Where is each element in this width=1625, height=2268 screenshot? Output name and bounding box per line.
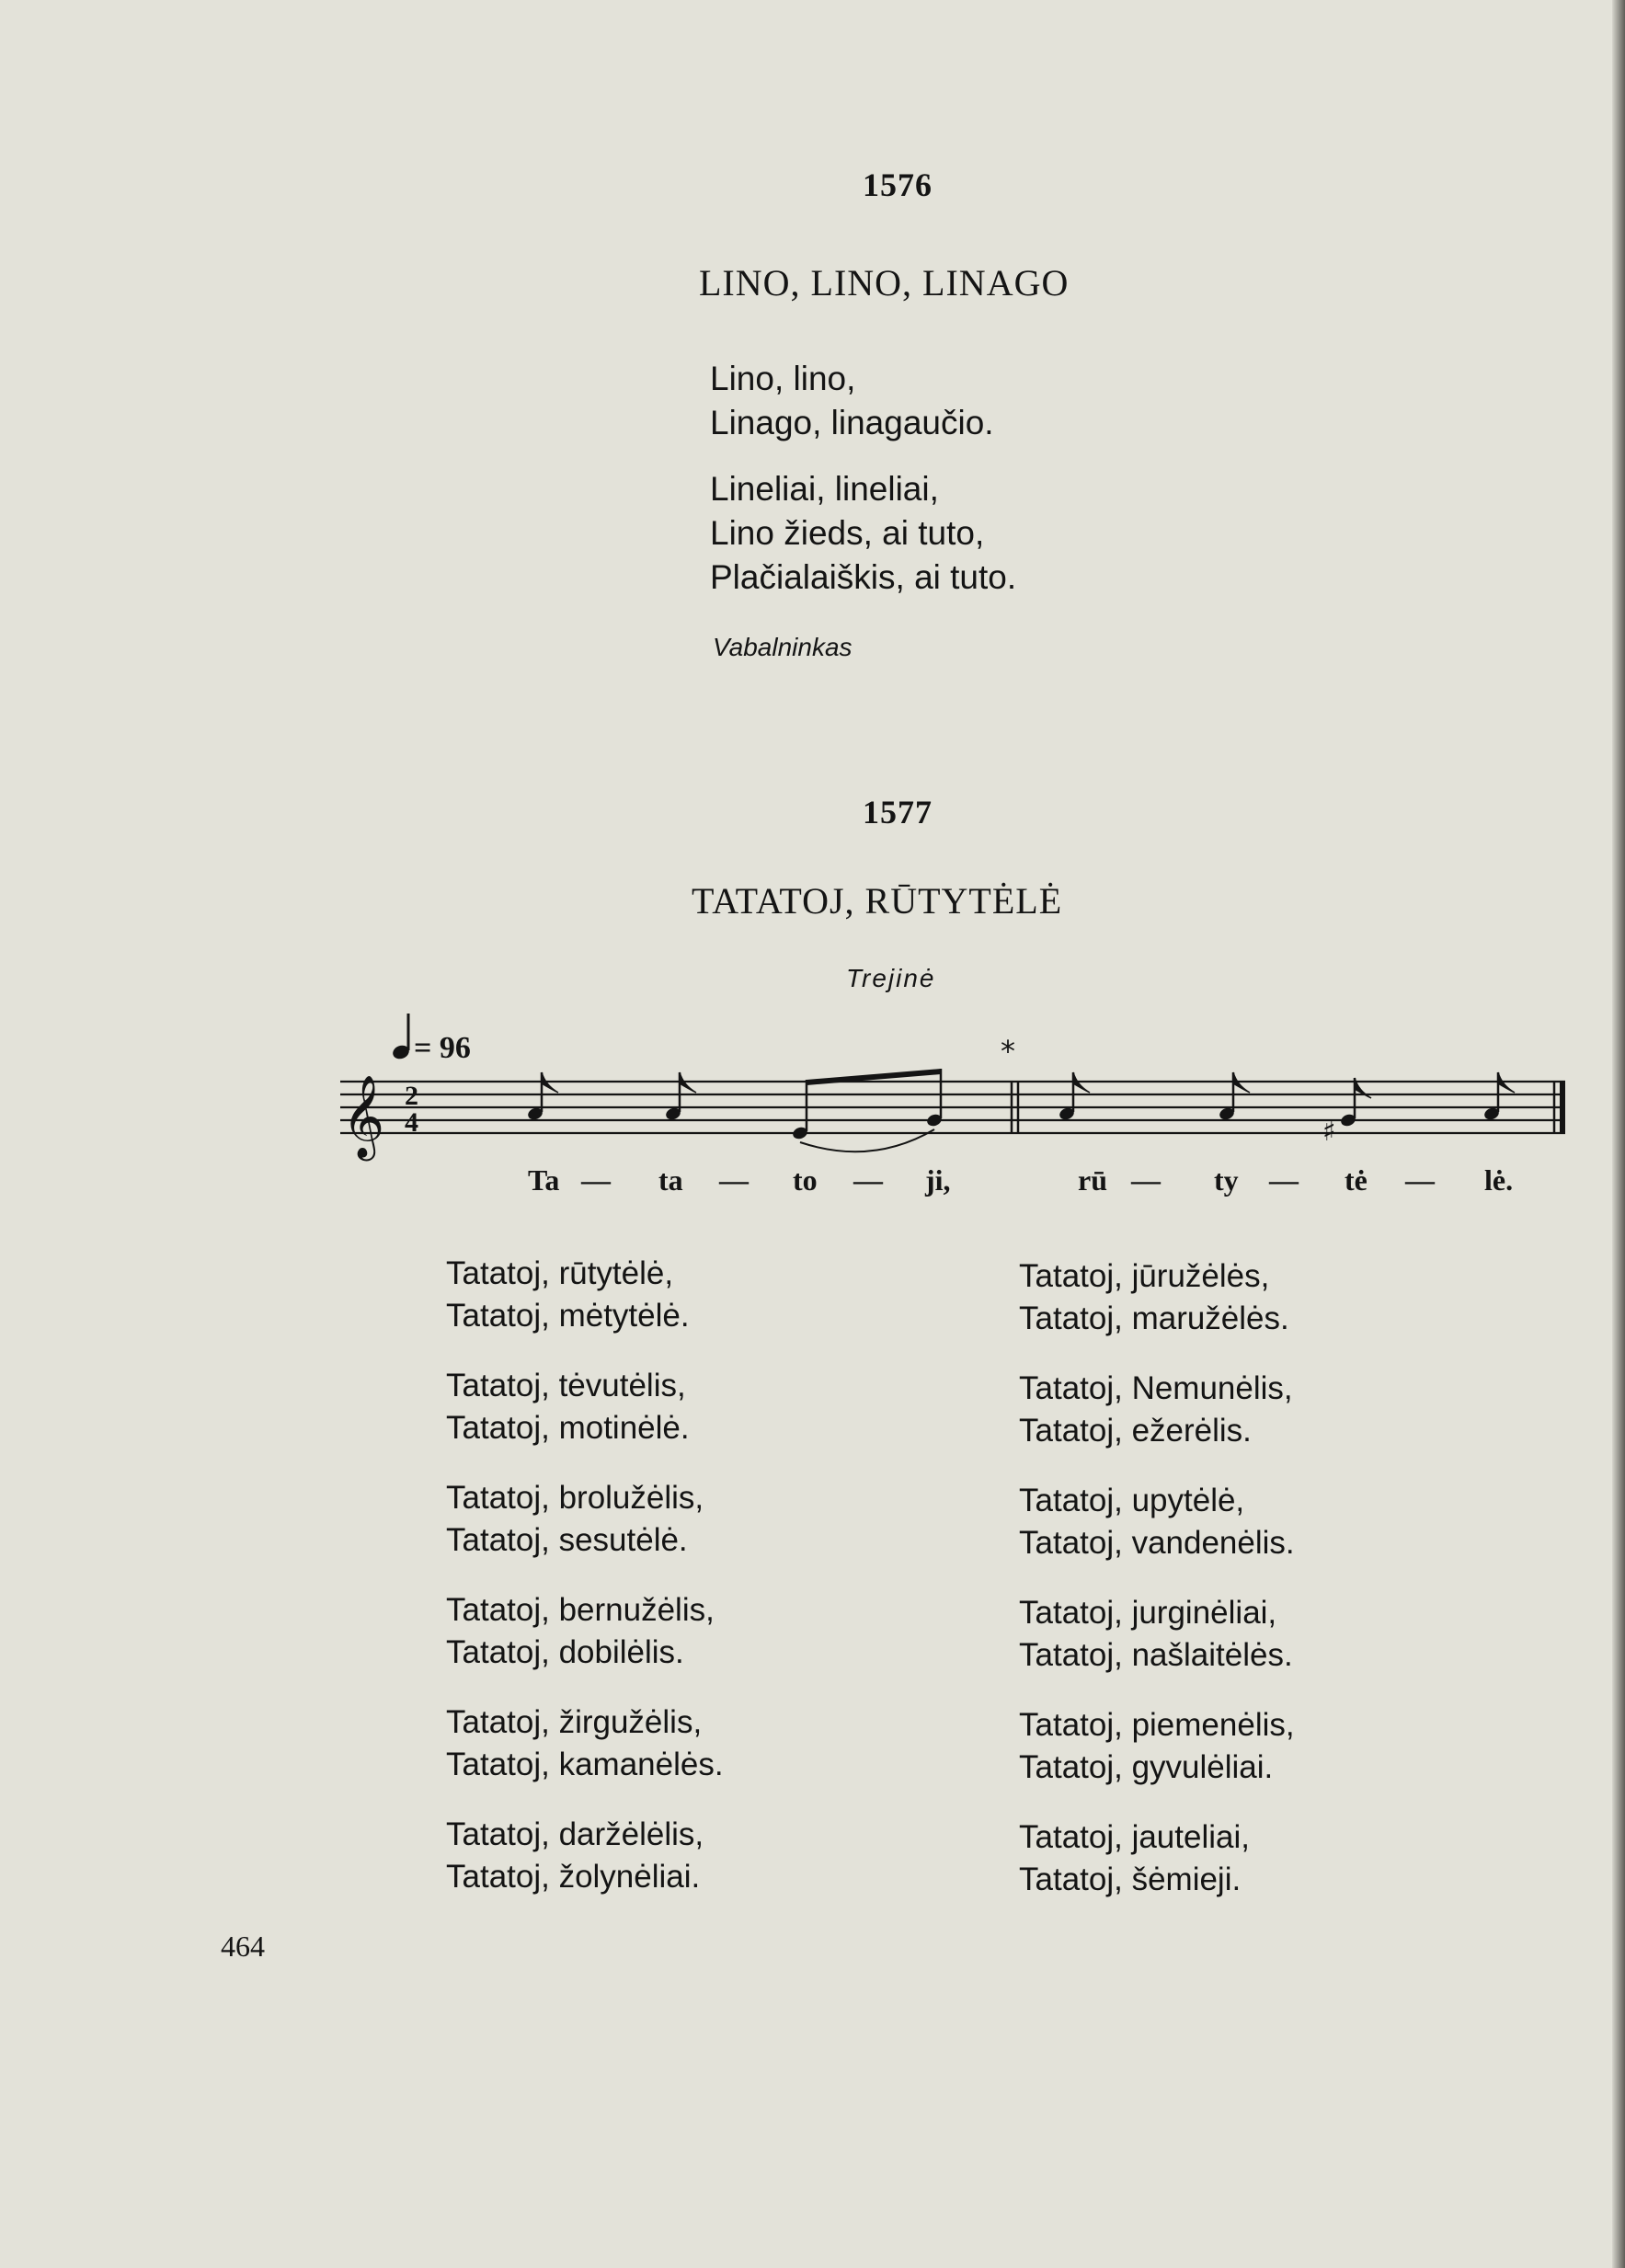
song-1576-verse — [710, 357, 1016, 622]
tempo-value: = 96 — [414, 1031, 471, 1065]
stanza — [710, 357, 1016, 445]
song-1577-right-column — [1019, 1255, 1295, 1929]
verse-line: Tatatoj, našlaitėlės. — [1019, 1637, 1293, 1673]
lyric-dash: — — [1269, 1163, 1299, 1197]
stanza — [1019, 1592, 1295, 1677]
stanza — [1019, 1704, 1295, 1789]
verse-line: Tatatoj, sesutėlė. — [446, 1522, 688, 1558]
song-1576-place: Vabalninkas — [713, 633, 853, 661]
note-eighth — [526, 1072, 558, 1121]
verse-line: Tatatoj, žirgužėlis, — [446, 1704, 703, 1740]
stanza — [446, 1814, 724, 1898]
stanza — [710, 467, 1016, 600]
verse-line: Tatatoj, kamanėlės. — [446, 1747, 724, 1782]
song-1577-subtitle: Trejinė — [846, 964, 936, 992]
lyric-syllable: lė. — [1484, 1163, 1514, 1197]
song-number-1577: 1577 — [863, 794, 933, 830]
lyric-syllable: Ta — [528, 1163, 560, 1197]
verse-line: Tatatoj, dobilėlis. — [446, 1634, 684, 1670]
verse-line: Tatatoj, motinėlė. — [446, 1410, 690, 1446]
sharp-icon: ♯ — [1322, 1116, 1336, 1148]
song-title-1577: TATATOJ, RŪTYTĖLĖ — [692, 880, 1063, 922]
lyric-dash: — — [853, 1163, 883, 1197]
verse-line: Tatatoj, piemenėlis, — [1019, 1707, 1295, 1743]
note-eighth — [1058, 1072, 1090, 1121]
stanza — [1019, 1368, 1295, 1452]
lyric-dash: — — [1405, 1163, 1435, 1197]
verse-line: Plačialaiškis, ai tuto. — [710, 558, 1017, 596]
page-edge-shadow — [1612, 0, 1625, 2268]
stanza — [446, 1589, 724, 1674]
verse-line: Tatatoj, jūružėlės, — [1019, 1258, 1270, 1294]
time-signature-top: 2 — [405, 1081, 418, 1111]
lyric-dash: — — [581, 1163, 611, 1197]
time-signature-bottom: 4 — [405, 1107, 418, 1138]
verse-line: Tatatoj, Nemunėlis, — [1019, 1370, 1293, 1406]
verse-line: Lino žieds, ai tuto, — [710, 514, 985, 552]
lyric-dash: — — [1131, 1163, 1161, 1197]
verse-line: Linago, linagaučio. — [710, 404, 994, 441]
stanza — [446, 1477, 724, 1562]
song-number-1576: 1576 — [863, 166, 933, 203]
lyric-syllable: ty — [1214, 1163, 1239, 1197]
verse-line: Tatatoj, rūtytėlė, — [446, 1255, 674, 1291]
verse-line: Tatatoj, upytėlė, — [1019, 1483, 1245, 1518]
note-eighth — [664, 1072, 696, 1121]
song-1577-left-column — [446, 1253, 724, 1926]
music-staff — [313, 1002, 1582, 1214]
stanza — [1019, 1816, 1295, 1901]
verse-line: Tatatoj, bernužėlis, — [446, 1592, 715, 1628]
stanza — [446, 1365, 724, 1449]
verse-line: Tatatoj, ežerėlis. — [1019, 1413, 1252, 1449]
verse-line: Tatatoj, tėvutėlis, — [446, 1368, 686, 1403]
verse-line: Tatatoj, mėtytėlė. — [446, 1298, 690, 1334]
verse-line: Tatatoj, jurginėliai, — [1019, 1595, 1277, 1631]
verse-line: Lineliai, lineliai, — [710, 470, 939, 508]
lyric-dash: — — [719, 1163, 749, 1197]
stanza — [1019, 1255, 1295, 1340]
verse-line: Tatatoj, šėmieji. — [1019, 1861, 1242, 1897]
verse-line: Tatatoj, daržėlėlis, — [446, 1816, 704, 1852]
song-title-1576: LINO, LINO, LINAGO — [699, 262, 1070, 304]
verse-line: Tatatoj, žolynėliai. — [446, 1859, 701, 1895]
staff-lines — [340, 1082, 1565, 1133]
stanza — [446, 1253, 724, 1337]
staff-lyrics — [528, 1163, 1513, 1197]
verse-line: Tatatoj, vandenėlis. — [1019, 1525, 1295, 1561]
lyric-syllable: to — [793, 1163, 818, 1197]
stanza — [446, 1701, 724, 1786]
verse-line: Tatatoj, gyvulėliai. — [1019, 1749, 1274, 1785]
treble-clef-icon: 𝄞 — [342, 1075, 385, 1158]
lyric-syllable: rū — [1078, 1163, 1107, 1197]
verse-line: Tatatoj, maružėlės. — [1019, 1300, 1289, 1336]
tempo-quarter-note-icon — [391, 1014, 411, 1061]
section-marker: * — [1001, 1034, 1015, 1069]
lyric-syllable: ji, — [925, 1163, 951, 1197]
lyric-syllable: tė — [1345, 1163, 1368, 1197]
verse-line: Tatatoj, brolužėlis, — [446, 1480, 704, 1516]
note-eighth — [1482, 1072, 1515, 1121]
verse-line: Tatatoj, jauteliai, — [1019, 1819, 1250, 1855]
verse-line: Lino, lino, — [710, 360, 856, 397]
note-eighth — [1218, 1072, 1250, 1121]
page-number: 464 — [221, 1930, 265, 1963]
lyric-syllable: ta — [658, 1163, 683, 1197]
stanza — [1019, 1480, 1295, 1564]
